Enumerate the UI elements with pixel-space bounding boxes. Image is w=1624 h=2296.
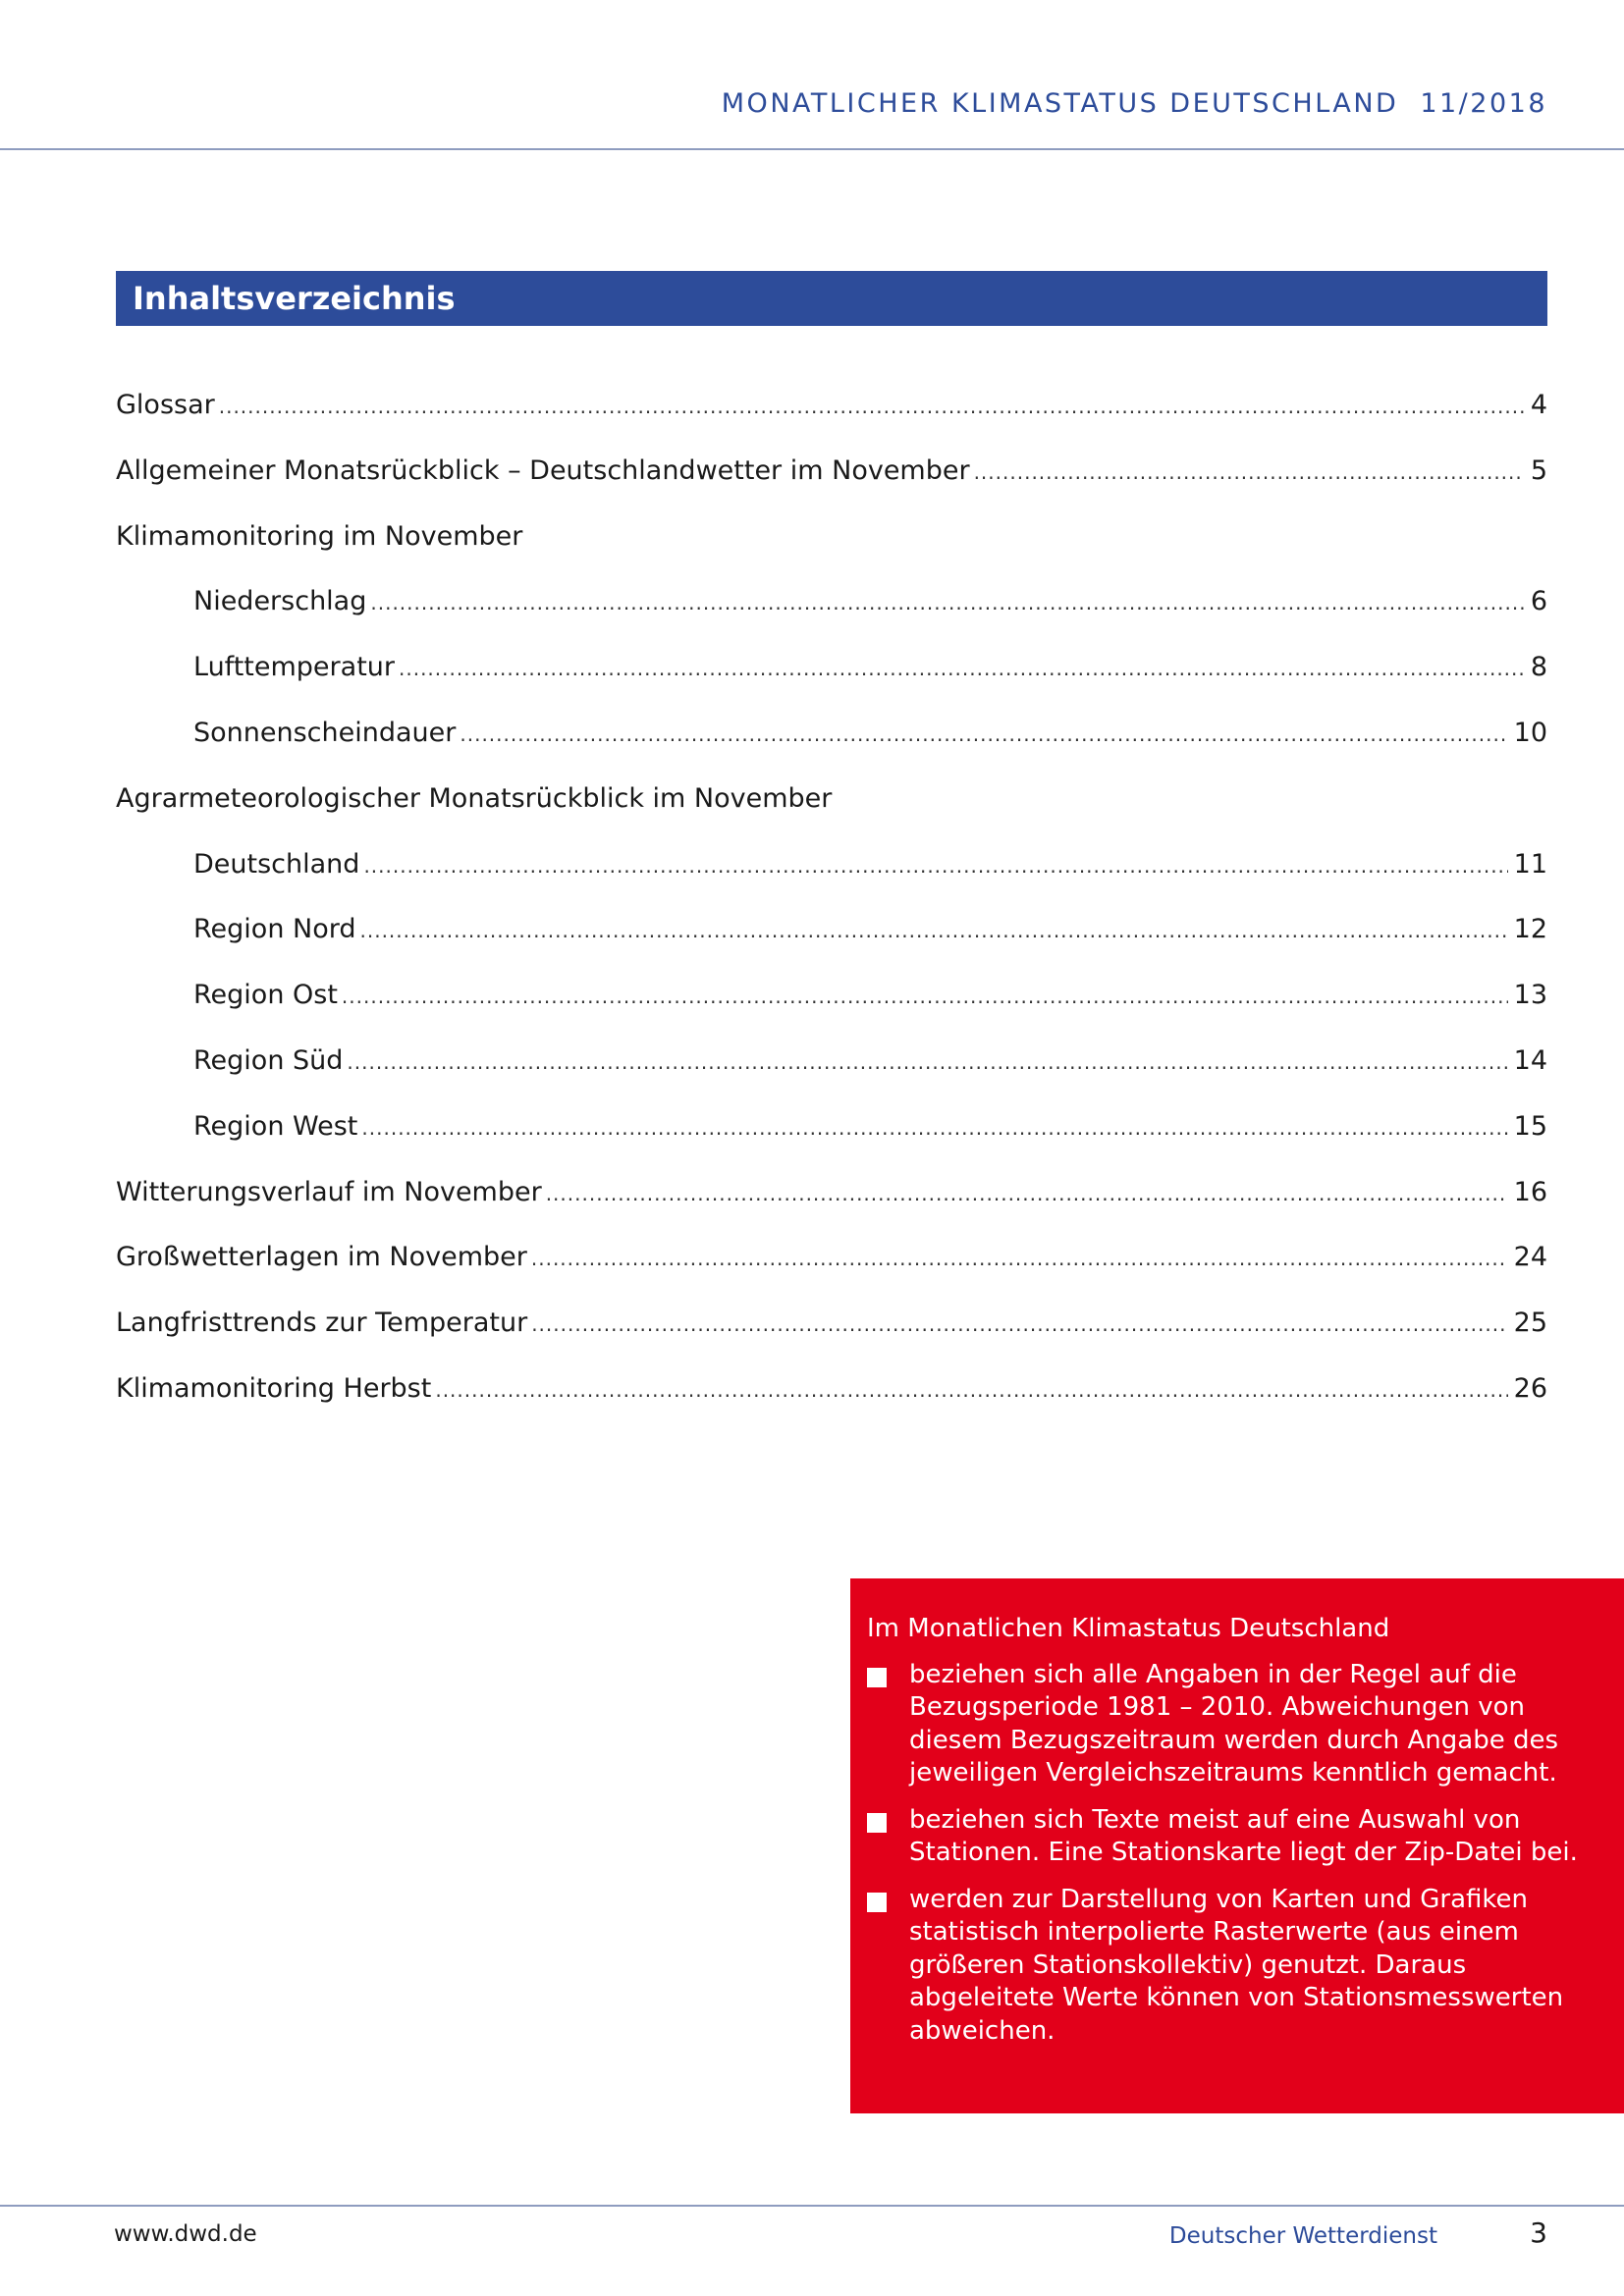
- page-number: 3: [1530, 2216, 1547, 2249]
- info-box: [850, 1578, 1624, 2113]
- toc-entry-agrarmeteorologie[interactable]: [116, 767, 1547, 832]
- info-list-item: [867, 1804, 1585, 1870]
- toc-entry-page: 11: [1513, 848, 1547, 880]
- running-header: [722, 88, 1547, 119]
- toc-entry-title: Region West: [193, 1110, 358, 1142]
- toc-entry-page: 16: [1513, 1176, 1547, 1207]
- toc-leader-dots: [342, 964, 1508, 1030]
- toc-entry-witterungsverlauf[interactable]: [116, 1160, 1547, 1226]
- toc-entry-langfristtrends[interactable]: [116, 1291, 1547, 1357]
- toc-entry-page: 13: [1513, 980, 1547, 1011]
- square-bullet-icon: [867, 1813, 887, 1833]
- toc-leader-dots: [363, 833, 1507, 899]
- toc-leader-dots: [435, 1358, 1507, 1423]
- toc-entry-title: Region Süd: [193, 1044, 344, 1076]
- toc-entry-title: Niederschlag: [193, 586, 367, 617]
- toc-leader-dots: [219, 374, 1524, 440]
- toc-entry-niederschlag[interactable]: [116, 569, 1547, 635]
- header-issue: 11/2018: [1420, 88, 1547, 119]
- toc-entry-title: Witterungsverlauf im November: [116, 1176, 542, 1207]
- toc-entry-page: 26: [1513, 1372, 1547, 1404]
- square-bullet-icon: [867, 1893, 887, 1912]
- header-title: MONATLICHER KLIMASTATUS DEUTSCHLAND: [721, 88, 1399, 119]
- toc-entry-title: Allgemeiner Monatsrückblick – Deutschlandwetter im November: [116, 454, 970, 486]
- footer-organization: Deutscher Wetterdienst: [1168, 2223, 1437, 2249]
- toc-entry-title: Langfristtrends zur Temperatur: [116, 1308, 528, 1339]
- toc-entry-page: 24: [1513, 1242, 1547, 1273]
- info-item-text: beziehen sich Texte meist auf eine Auswahl von Stationen. Eine Stationskarte liegt der Zip-Datei bei.: [909, 1804, 1578, 1867]
- toc-entry-grosswetterlagen[interactable]: [116, 1225, 1547, 1291]
- toc-entry-title: Klimamonitoring Herbst: [116, 1372, 432, 1404]
- toc-entry-title: Großwetterlagen im November: [116, 1242, 527, 1273]
- info-item-text: beziehen sich alle Angaben in der Regel auf die Bezugsperiode 1981 – 2010. Abweichungen von diesem Bezugszeitraum werden durch Angabe des jeweiligen Vergleichszeitraums kenntlich gemacht.: [909, 1659, 1559, 1788]
- square-bullet-icon: [867, 1668, 887, 1687]
- toc-entry-page: 8: [1530, 652, 1547, 683]
- toc-entry-title: Klimamonitoring im November: [116, 520, 523, 552]
- table-of-contents: [116, 373, 1547, 1422]
- toc-entry-title: Deutschland: [193, 848, 360, 880]
- toc-leader-dots: [531, 1292, 1507, 1358]
- toc-leader-dots: [460, 702, 1507, 768]
- toc-entry-klimamonitoring[interactable]: [116, 505, 1547, 570]
- footer-divider: [0, 2205, 1624, 2207]
- toc-entry-title: Region Ost: [193, 980, 338, 1011]
- footer-website-link[interactable]: www.dwd.de: [114, 2221, 257, 2247]
- toc-entry-page: 6: [1530, 586, 1547, 617]
- toc-entry-page: 12: [1513, 914, 1547, 945]
- toc-entry-glossar[interactable]: [116, 373, 1547, 439]
- toc-entry-page: 4: [1530, 390, 1547, 420]
- toc-leader-dots: [974, 440, 1524, 506]
- toc-leader-dots: [399, 636, 1524, 702]
- toc-entry-page: 14: [1513, 1044, 1547, 1076]
- toc-entry-monatsrueckblick[interactable]: [116, 439, 1547, 505]
- toc-entry-page: 15: [1513, 1110, 1547, 1142]
- toc-entry-page: 5: [1530, 454, 1547, 486]
- toc-entry-sonnenscheindauer[interactable]: [116, 701, 1547, 767]
- toc-entry-title: Sonnenscheindauer: [193, 717, 457, 748]
- toc-entry-klimamonitoring-herbst[interactable]: [116, 1357, 1547, 1422]
- info-list-item: [867, 1884, 1585, 2049]
- header-divider: [0, 148, 1624, 150]
- toc-leader-dots: [531, 1226, 1508, 1292]
- toc-leader-dots: [347, 1030, 1507, 1095]
- toc-entry-deutschland[interactable]: [116, 832, 1547, 898]
- section-title: Inhaltsverzeichnis: [116, 271, 1547, 326]
- info-list: [867, 1659, 1585, 2049]
- toc-entry-region-sued[interactable]: [116, 1029, 1547, 1095]
- toc-entry-title: Agrarmeteorologischer Monatsrückblick im November: [116, 782, 833, 814]
- toc-entry-region-west[interactable]: [116, 1095, 1547, 1160]
- info-item-text: werden zur Darstellung von Karten und Grafiken statistisch interpolierte Rasterwerte (aus einem größeren Stationskollektiv) genutzt. Daraus abgeleitete Werte können von Stationsmesswerten abweichen.: [909, 1884, 1564, 2046]
- toc-entry-lufttemperatur[interactable]: [116, 635, 1547, 701]
- toc-entry-region-ost[interactable]: [116, 963, 1547, 1029]
- toc-leader-dots: [546, 1161, 1508, 1227]
- info-list-item: [867, 1659, 1585, 1790]
- toc-entry-title: Region Nord: [193, 914, 356, 945]
- toc-entry-title: Lufttemperatur: [193, 652, 395, 683]
- toc-entry-title: Glossar: [116, 390, 215, 420]
- toc-leader-dots: [370, 570, 1524, 636]
- info-box-title: Im Monatlichen Klimastatus Deutschland: [867, 1614, 1390, 1643]
- toc-entry-region-nord[interactable]: [116, 897, 1547, 963]
- toc-leader-dots: [361, 1095, 1507, 1161]
- toc-entry-page: 10: [1513, 717, 1547, 748]
- toc-entry-page: 25: [1513, 1308, 1547, 1339]
- toc-leader-dots: [360, 898, 1508, 964]
